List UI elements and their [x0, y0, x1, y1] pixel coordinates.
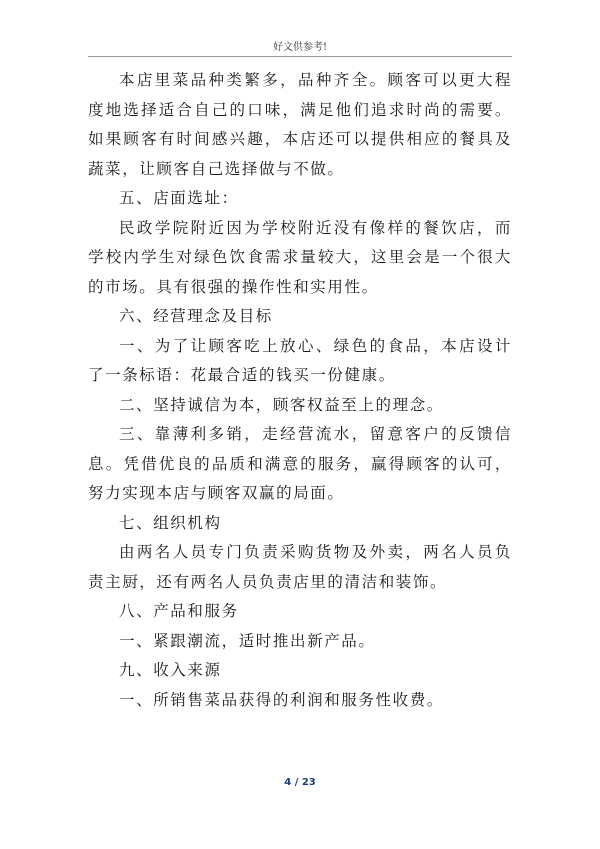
heading-organization: 七、组织机构: [119, 513, 222, 532]
paragraph-products-1: 一、紧跟潮流，适时推出新产品。: [119, 631, 376, 650]
paragraph-menu-variety: 本店里菜品种类繁多，品种齐全。顾客可以更大程度地选择适合自己的口味，满足他们追求时尚的需要。如果顾客有时间感兴趣，本店还可以提供相应的餐具及蔬菜，让顾客自己选择做与不做。: [88, 71, 512, 178]
paragraph-philosophy-3: 三、靠薄利多销，走经营流水，留意客户的反馈信息。凭借优良的品质和满意的服务，赢得顾客的认可，努力实现本店与顾客双赢的局面。: [88, 425, 512, 502]
paragraph-location-details: 民政学院附近因为学校附近没有像样的餐饮店，而学校内学生对绿色饮食需求量较大，这里会是一个很大的市场。具有很强的操作性和实用性。: [88, 218, 512, 296]
heading-income-sources: 九、收入来源: [119, 661, 222, 679]
heading-products-services: 八、产品和服务: [119, 602, 239, 620]
paragraph-organization: 由两名人员专门负责采购货物及外卖，两名人员负责主厨，还有两名人员负责店里的清洁和装饰。: [88, 543, 512, 591]
heading-business-philosophy: 六、经营理念及目标: [119, 307, 273, 325]
paragraph-philosophy-2: 二、坚持诚信为本，顾客权益至上的理念。: [119, 395, 444, 414]
header-divider: [88, 56, 512, 57]
paragraph-philosophy-1: 一、为了让顾客吃上放心、绿色的食品，本店设计了一条标语：花最合适的钱买一份健康。: [88, 336, 512, 384]
document-body: [88, 66, 512, 715]
paragraph-income-1: 一、所销售菜品获得的利润和服务性收费。: [119, 690, 444, 709]
heading-store-location: 五、店面选址：: [119, 189, 239, 207]
page-number: 4 / 23: [284, 777, 316, 788]
page-header: 好文供参考!: [272, 42, 328, 53]
